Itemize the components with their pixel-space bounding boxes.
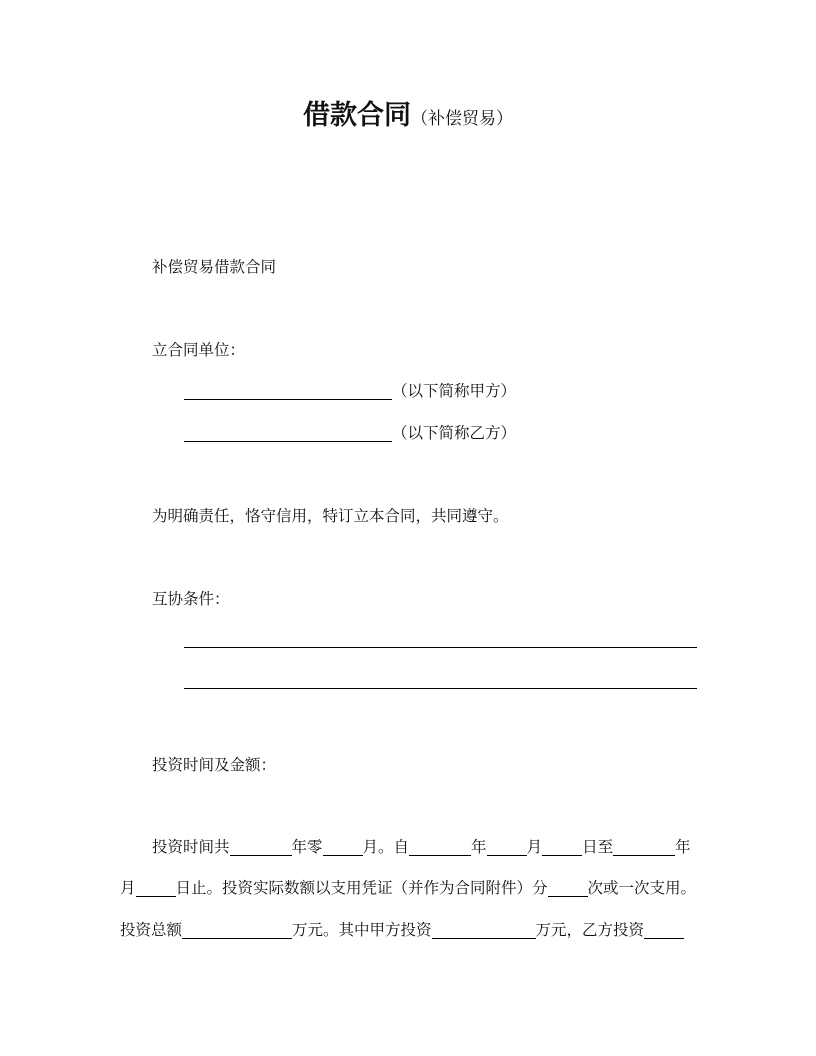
inv-text: 年 xyxy=(675,838,691,856)
cooperation-label: 互协条件： xyxy=(152,590,230,608)
inv-text: 投资总额 xyxy=(120,921,183,939)
title-main: 借款合同 xyxy=(303,100,411,131)
cooperation-blank-line-1[interactable] xyxy=(184,647,697,648)
inv-text: 月。自 xyxy=(362,838,410,856)
party-a-line xyxy=(184,379,516,403)
total-amount-blank[interactable] xyxy=(182,920,292,939)
party-b-line xyxy=(184,421,516,445)
title-subtitle: （补偿贸易） xyxy=(411,109,513,129)
inv-text: 投资时间共 xyxy=(152,838,230,856)
purpose-text: 为明确责任，恪守信用，特订立本合同，共同遵守。 xyxy=(152,507,509,525)
installments-blank[interactable] xyxy=(548,878,588,897)
inv-text: 年零 xyxy=(291,838,323,856)
inv-text: 月 xyxy=(526,838,543,856)
party-a-amount-blank[interactable] xyxy=(432,920,536,939)
inv-text: 日至 xyxy=(582,838,614,856)
inv-text: 日止。投资实际数额以支用凭证（并作为合同附件）分 xyxy=(175,879,548,897)
investment-line-2 xyxy=(120,876,696,900)
inv-text: 万元。其中甲方投资 xyxy=(292,921,432,939)
inv-text: 月 xyxy=(120,879,136,897)
investment-label: 投资时间及金额： xyxy=(152,756,277,774)
party-a-blank[interactable] xyxy=(184,381,392,400)
years-blank[interactable] xyxy=(230,837,292,856)
party-a-suffix: （以下简称甲方） xyxy=(392,382,517,400)
party-b-amount-blank[interactable] xyxy=(644,920,684,939)
end-month-blank[interactable] xyxy=(136,878,176,897)
contract-heading: 补偿贸易借款合同 xyxy=(152,258,277,276)
cooperation-blank-line-2[interactable] xyxy=(184,688,697,689)
start-year-blank[interactable] xyxy=(409,837,471,856)
investment-line-3 xyxy=(120,918,684,942)
months-blank[interactable] xyxy=(323,837,363,856)
inv-text: 万元，乙方投资 xyxy=(535,921,645,939)
party-b-blank[interactable] xyxy=(184,423,392,442)
inv-text: 年 xyxy=(471,838,487,856)
start-month-blank[interactable] xyxy=(487,837,527,856)
document-title xyxy=(0,96,816,139)
inv-text: 次或一次支用。 xyxy=(587,879,697,897)
party-b-suffix: （以下简称乙方） xyxy=(392,424,517,442)
investment-line-1 xyxy=(152,835,691,859)
parties-label: 立合同单位： xyxy=(152,341,246,359)
start-day-blank[interactable] xyxy=(542,837,582,856)
end-year-blank[interactable] xyxy=(613,837,675,856)
